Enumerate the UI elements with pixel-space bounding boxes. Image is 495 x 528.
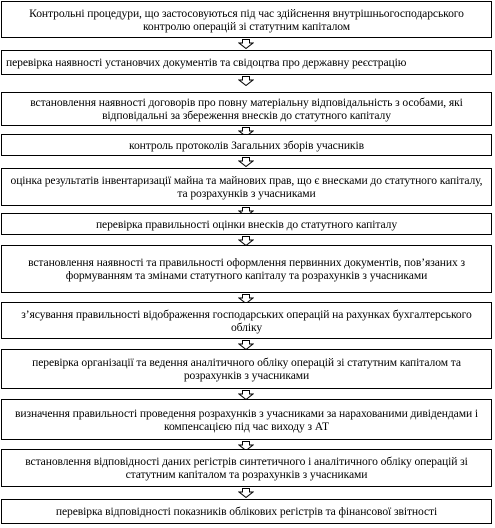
- flow-step: [1, 92, 492, 126]
- flow-step: [1, 399, 492, 440]
- flow-step: [1, 499, 492, 524]
- down-arrow-icon: [238, 157, 254, 167]
- flow-step-text: встановлення наявності договорів про повну матеріальну відповідальність з особами, які відповідальні за збереження внесків до статутного капіталу: [30, 96, 463, 122]
- flow-step-text: перевірка наявності установчих документів та свідоцтва про державну реєстрацію: [6, 56, 407, 69]
- flow-step-text: визначення правильності проведення розрахунків з учасниками за нарахованими дивідендами і компенсацією під час виходу з АТ: [15, 406, 478, 433]
- flow-step: [1, 134, 492, 156]
- down-arrow-icon: [238, 76, 254, 86]
- flow-step-text: контроль протоколів Загальних зборів учасників: [129, 138, 364, 152]
- flow-step: [1, 349, 492, 389]
- flow-step: [1, 50, 492, 75]
- flow-step-text: перевірка відповідності показників облікових регістрів та фінансової звітності: [55, 505, 438, 518]
- flow-step: [1, 213, 492, 235]
- flow-step-text: встановлення відповідності даних регістрів синтетичного і аналітичного обліку операцій зі статутним капіталом та розрахунків з учасниками: [25, 455, 468, 481]
- flow-step: [1, 245, 492, 293]
- down-arrow-icon: [238, 39, 254, 49]
- flow-step: [1, 168, 492, 206]
- flow-step: [1, 449, 492, 487]
- flow-step-text: оцінка результатів інвентаризації майна та майнових прав, що є внесками до статутного капіталу, та розрахунків з учасниками: [10, 174, 483, 200]
- flow-step-text: встановлення наявності та правильності оформлення первинних документів, пов’язаних з формуванням та змінами статутного капіталу та розрахунків з учасниками: [28, 256, 465, 282]
- flow-step-text: перевірка правильності оцінки внесків до статутного капіталу: [95, 217, 398, 231]
- flow-step-text: Контрольні процедури, що застосовуються під час здійснення внутрішньогосподарського контролю операцій зі статутним капіталом: [29, 6, 464, 33]
- down-arrow-icon: [238, 488, 254, 498]
- flow-step-text: перевірка організації та ведення аналітичного обліку операцій зі статутним капіталом та розрахунків з учасниками: [32, 356, 461, 382]
- flow-step-title: [1, 1, 492, 38]
- flow-step-text: з’ясування правильності відображення господарських операцій на рахунках бухгалтерського обліку: [21, 307, 472, 334]
- flow-step: [1, 302, 492, 339]
